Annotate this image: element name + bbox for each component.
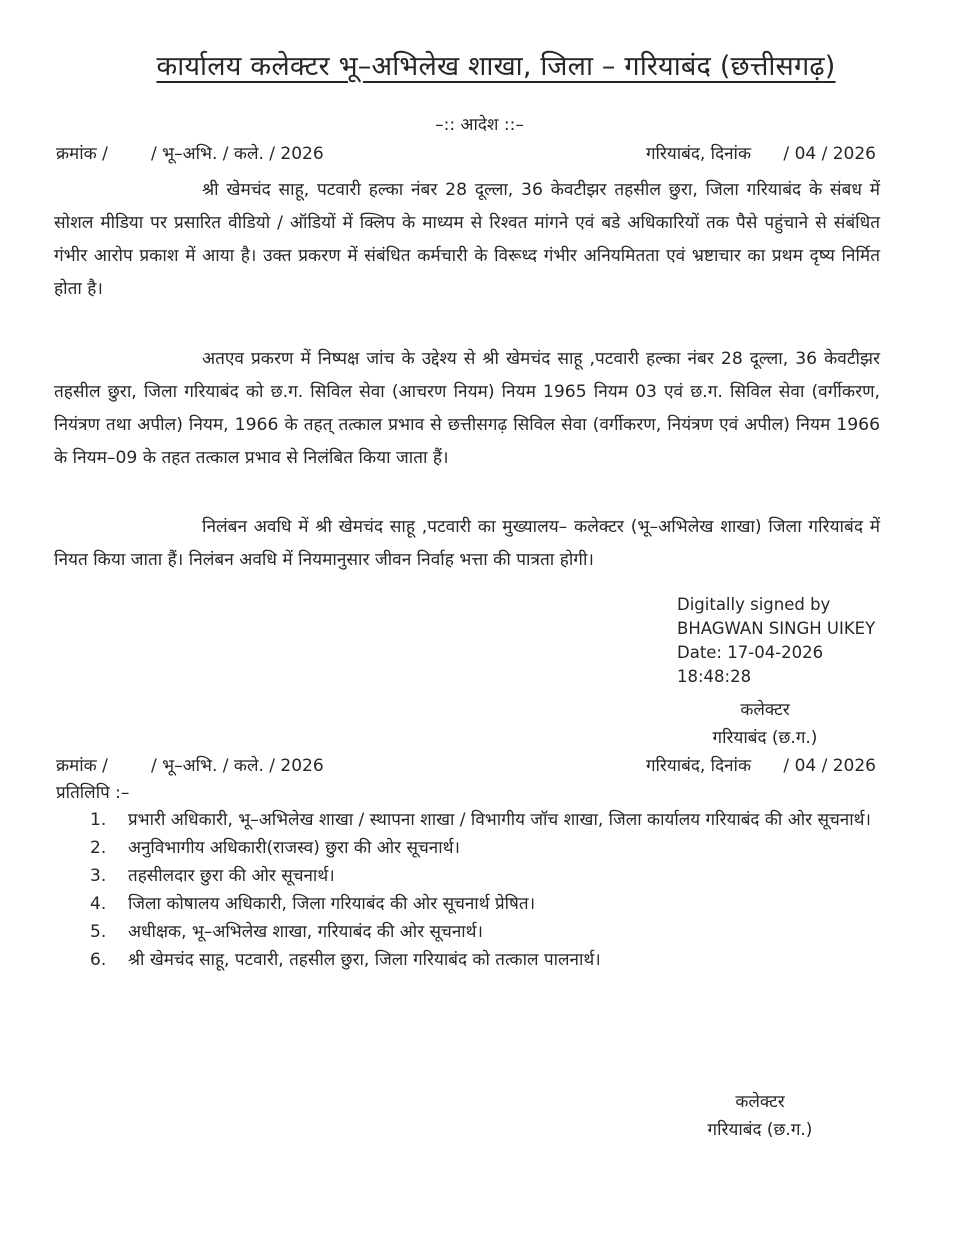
item-number: 6. xyxy=(90,950,107,970)
item-text: तहसीलदार छुरा की ओर सूचनार्थ। xyxy=(128,866,335,886)
signatory-block-2 xyxy=(660,1088,860,1144)
signatory-block-1 xyxy=(660,696,870,752)
item-number: 1. xyxy=(90,810,107,830)
copy-to-list xyxy=(90,806,882,974)
copy-to-item xyxy=(90,862,882,890)
body-paragraph-3: निलंबन अवधि में श्री खेमचंद साहू ,पटवारी का मुख्यालय– कलेक्टर (भू–अभिलेख शाखा) जिला गरियाबंद में नियत किया जाता हैं। निलंबन अवधि में नियमानुसार जीवन निर्वाह भत्ता की पात्रता होगी। xyxy=(54,517,880,570)
item-text: श्री खेमचंद साहू, पटवारी, तहसील छुरा, जिला गरियाबंद को तत्काल पालनार्थ। xyxy=(128,950,601,970)
office-title: कार्यालय कलेक्टर भू–अभिलेख शाखा, जिला – गरियाबंद (छत्तीसगढ़) xyxy=(156,51,836,82)
order-number: क्रमांक / / भू–अभि. / कले. / 2026 xyxy=(56,144,324,164)
item-number: 4. xyxy=(90,894,107,914)
body-paragraph-2: अतएव प्रकरण में निष्पक्ष जांच के उद्देश्य से श्री खेमचंद साहू ,पटवारी हल्का नंबर 28 दूल्ला, 36 केवटीझर तहसील छुरा, जिला गरियाबंद को छ.ग. सिविल सेवा (आचरण नियम) नियम 1965 नियम 03 एवं छ.ग. सिविल सेवा (वर्गीकरण, नियंत्रण तथा अपील) नियम, 1966 के तहत् तत्काल प्रभाव से छत्तीसगढ़ सिविल सेवा (वर्गीकरण, नियंत्रण एवं अपील) नियम 1966 के नियम–09 के तहत तत्काल प्रभाव से निलंबित किया जाता हैं। xyxy=(54,349,880,468)
item-text: अनुविभागीय अधिकारी(राजस्व) छुरा की ओर सूचनार्थ। xyxy=(128,838,460,858)
signatory-designation: कलेक्टर xyxy=(735,1092,785,1112)
signatory-place: गरियाबंद (छ.ग.) xyxy=(707,1120,813,1140)
body-paragraph-1: श्री खेमचंद साहू, पटवारी हल्का नंबर 28 दूल्ला, 36 केवटीझर तहसील छुरा, जिला गरियाबंद के संबध में सोशल मीडिया पर प्रसारित वीडियो / ऑडियों में क्लिप के माध्यम से रिश्वत मांगने एवं बडे अधिकारियों तक पैसे पहुंचाने से संबंधित गंभीर आरोप प्रकाश में आया है। उक्त प्रकरण में संबंधित कर्मचारी के विरूध्द गंभीर अनियमितता एवं भ्रष्टाचार का प्रथम दृष्य निर्मित होता है। xyxy=(54,180,880,299)
item-number: 3. xyxy=(90,866,107,886)
order-place-date: गरियाबंद, दिनांक / 04 / 2026 xyxy=(645,144,876,164)
digital-signature-signer: BHAGWAN SINGH UIKEY xyxy=(677,619,876,638)
copy-to-label: प्रतिलिपि :– xyxy=(56,783,130,803)
item-text: जिला कोषालय अधिकारी, जिला गरियाबंद की ओर सूचनार्थ प्रेषित। xyxy=(128,894,536,914)
copy-to-item xyxy=(90,918,882,946)
copy-to-item xyxy=(90,834,882,862)
item-number: 2. xyxy=(90,838,107,858)
digital-signature-time: 18:48:28 xyxy=(677,667,752,686)
digital-signature-date: Date: 17-04-2026 xyxy=(677,643,824,662)
reference-row-top xyxy=(56,141,876,164)
item-text: अधीक्षक, भू–अभिलेख शाखा, गरियाबंद की ओर सूचनार्थ। xyxy=(128,922,483,942)
order-heading: –:: आदेश ::– xyxy=(435,115,524,135)
copy-to-item xyxy=(90,806,882,834)
item-number: 5. xyxy=(90,922,107,942)
signatory-place: गरियाबंद (छ.ग.) xyxy=(712,728,818,748)
copy-to-item xyxy=(90,890,882,918)
reference-row-bottom xyxy=(56,753,876,776)
digital-signature-block xyxy=(677,593,875,689)
signatory-designation: कलेक्टर xyxy=(740,700,790,720)
digital-signature-label: Digitally signed by xyxy=(677,595,831,614)
copy-place-date: गरियाबंद, दिनांक / 04 / 2026 xyxy=(645,756,876,776)
item-text: प्रभारी अधिकारी, भू–अभिलेख शाखा / स्थापना शाखा / विभागीय जॉच शाखा, जिला कार्यालय गरियाबंद की ओर सूचनार्थ। xyxy=(128,810,871,830)
copy-to-item xyxy=(90,946,882,974)
copy-order-number: क्रमांक / / भू–अभि. / कले. / 2026 xyxy=(56,756,324,776)
